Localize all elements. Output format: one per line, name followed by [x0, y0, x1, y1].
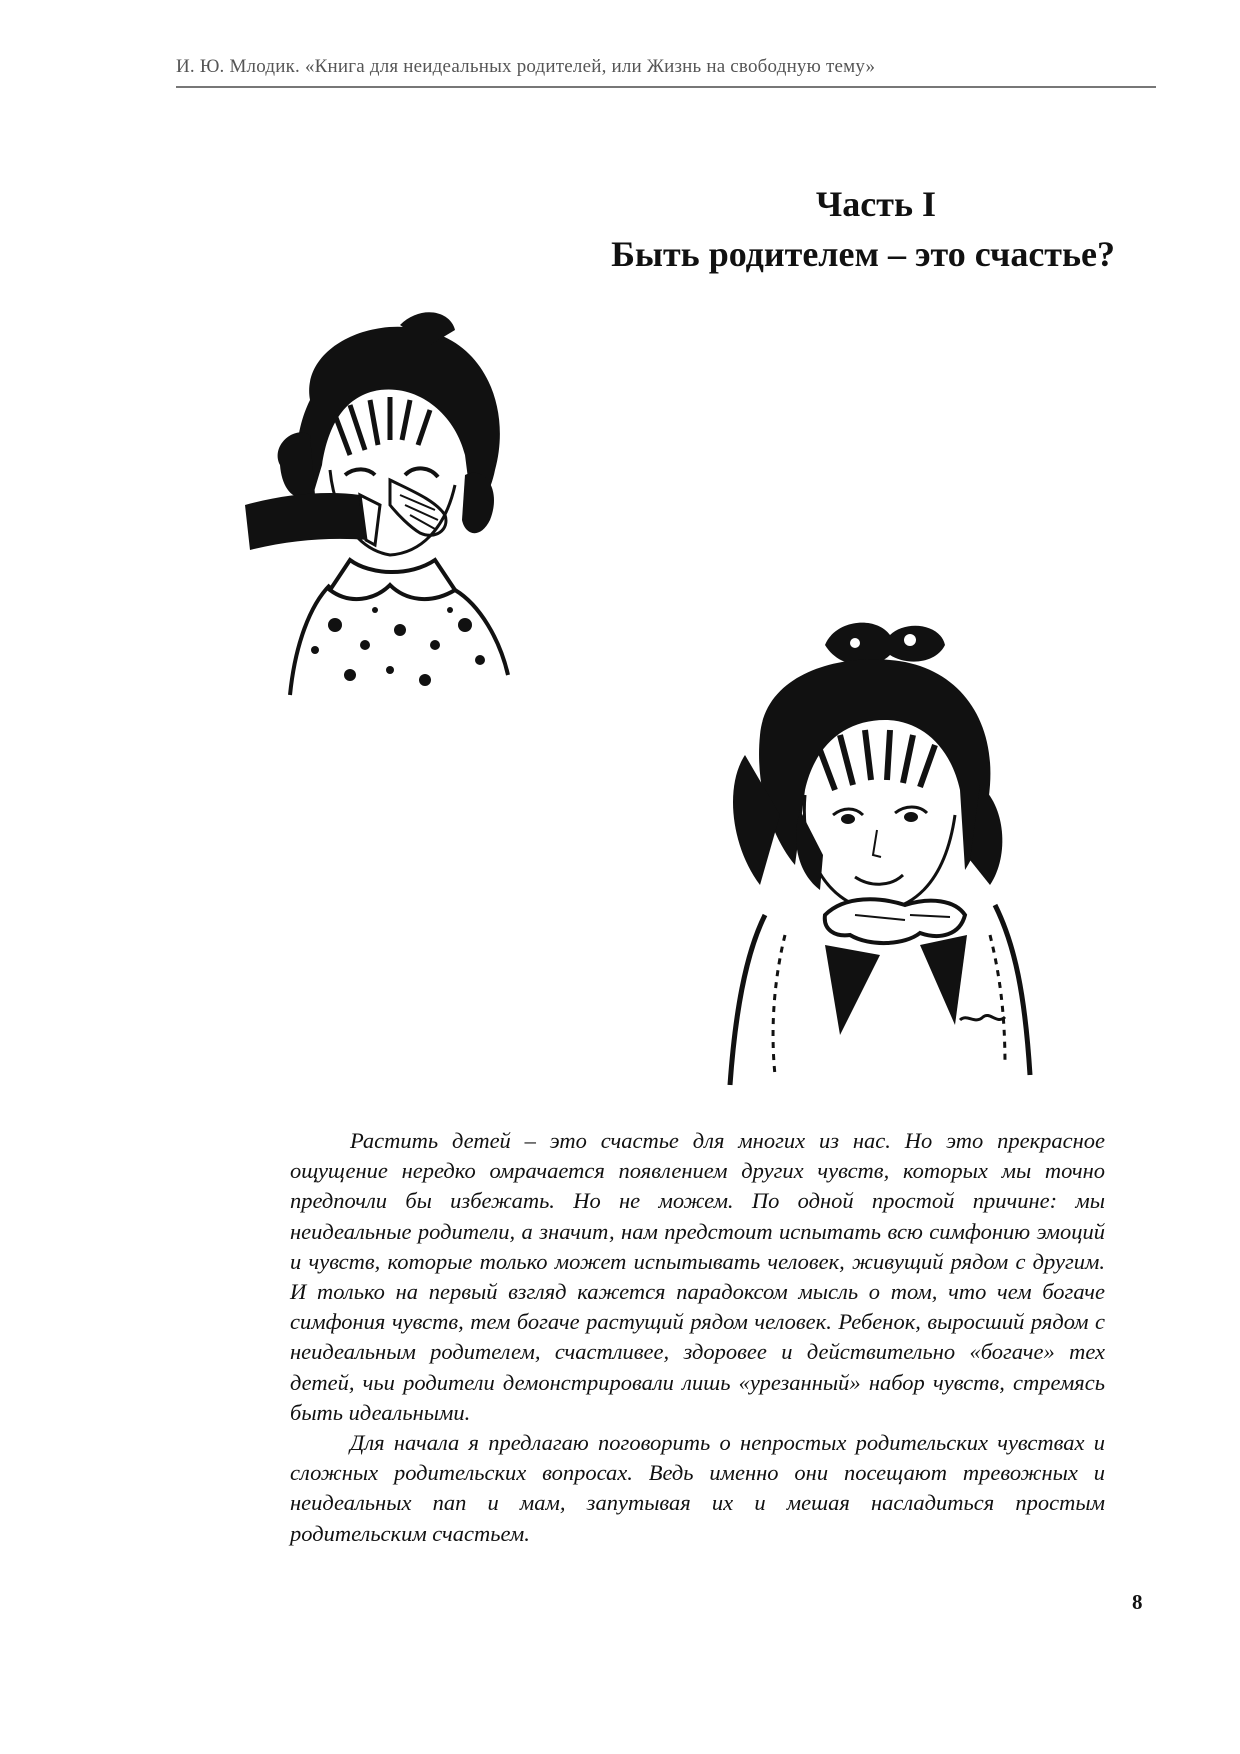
part-title-heading: Быть родителем – это счастье? — [611, 234, 1115, 274]
body-paragraph: Растить детей – это счастье для многих из нас. Но это прекрасное ощущение нередко омрачается появлением других чувств, которых мы точно предпочли бы избежать. Но не можем. По одной простой причине: мы неидеальные родители, а значит, нам предстоит испытать всю симфонию эмоций и чувств, которые только может испытывать человек, живущий рядом с другим. И только на первый взгляд кажется парадоксом мысль о том, что чем богаче симфония чувств, тем богаче растущий рядом человек. Ребенок, выросший рядом с неидеальным родителем, счастливее, здоровее и действительно «богаче» тех детей, чьи родители демонстрировали лишь «урезанный» набор чувств, стремясь быть идеальными. — [290, 1128, 1105, 1425]
crying-girl-sketch-icon — [240, 305, 550, 700]
body-text — [290, 1126, 1105, 1549]
smiling-girl-sketch-icon — [705, 615, 1060, 1095]
running-head: И. Ю. Млодик. «Книга для неидеальных родителей, или Жизнь на свободную тему» — [176, 56, 876, 77]
header-rule — [176, 86, 1156, 88]
body-paragraph: Для начала я предлагаю поговорить о непростых родительских чувствах и сложных родительских вопросах. Ведь именно они посещают тревожных и неидеальных пап и мам, запутывая их и мешая насладиться простым родительским счастьем. — [290, 1430, 1105, 1546]
part-number-heading: Часть I — [815, 184, 936, 224]
page-number: 8 — [1132, 1590, 1143, 1614]
